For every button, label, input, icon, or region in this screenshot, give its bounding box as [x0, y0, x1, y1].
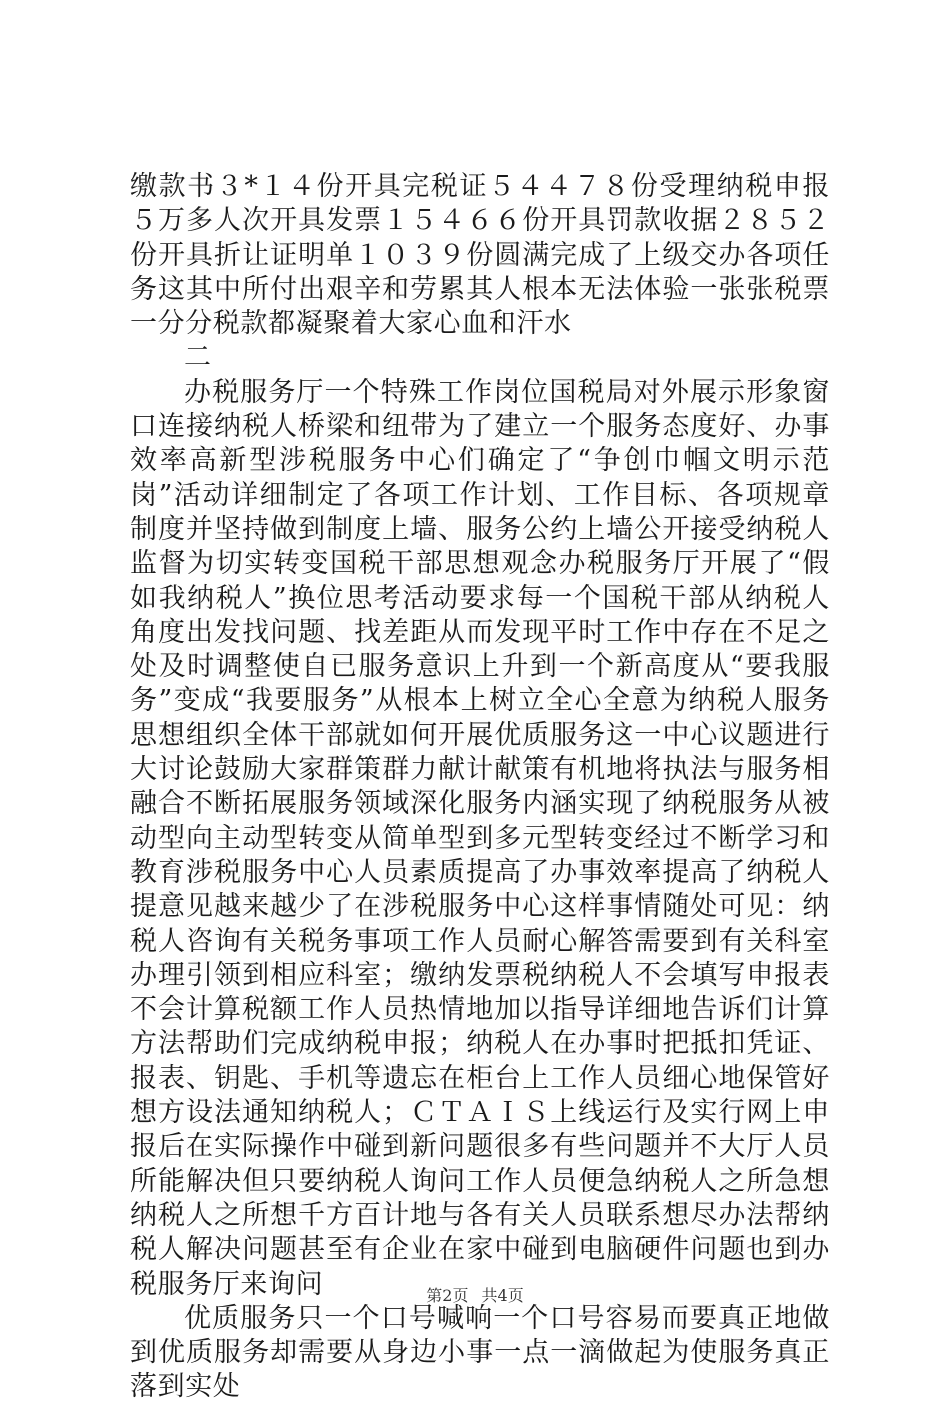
- document-body: [130, 170, 830, 1405]
- paragraph-4: 优质服务只一个口号喊响一个口号容易而要真正地做到优质服务却需要从身边小事一点一滴做起为使服务真正落到实处: [130, 1302, 830, 1403]
- paragraph-3: 办税服务厅一个特殊工作岗位国税局对外展示形象窗口连接纳税人桥梁和纽带为了建立一个服务态度好、办事效率高新型涉税服务中心们确定了“争创巾帼文明示范岗”活动详细制定了各项工作计划、工作目标、各项规章制度并坚持做到制度上墙、服务公约上墙公开接受纳税人监督为切实转变国税干部思想观念办税服务厅开展了“假如我纳税人”换位思考活动要求每一个国税干部从纳税人角度出发找问题、找差距从而发现平时工作中存在不足之处及时调整使自已服务意识上升到一个新高度从“要我服务”变成“我要服务”从根本上树立全心全意为纳税人服务思想组织全体干部就如何开展优质服务这一中心议题进行大讨论鼓励大家群策群力献计献策有机地将执法与服务相融合不断拓展服务领域深化服务内涵实现了纳税服务从被动型向主动型转变从简单型到多元型转变经过不断学习和教育涉税服务中心人员素质提高了办事效率提高了纳税人提意见越来越少了在涉税服务中心这样事情随处可见：纳税人咨询有关税务事项工作人员耐心解答需要到有关科室办理引领到相应科室；缴纳发票税纳税人不会填写申报表不会计算税额工作人员热情地加以指导详细地告诉们计算方法帮助们完成纳税申报；纳税人在办事时把抵扣凭证、报表、钥匙、手机等遗忘在柜台上工作人员细心地保管好想方设法通知纳税人；ＣＴＡＩＳ上线运行及实行网上申报后在实际操作中碰到新问题很多有些问题并不大厅人员所能解决但只要纳税人询问工作人员便急纳税人之所急想纳税人之所想千方百计地与各有关人员联系想尽办法帮纳税人解决问题甚至有企业在家中碰到电脑硬件问题也到办税服务厅来询问: [130, 376, 830, 1300]
- page-total: 共4页: [481, 1286, 524, 1305]
- paragraph-1: 缴款书３*１４份开具完税证５４４７８份受理纳税申报５万多人次开具发票１５４６６份开具罚款收据２８５２份开具折让证明单１０３９份圆满完成了上级交办各项任务这其中所付出艰辛和劳累其人根本无法体验一张张税票一分分税款都凝聚着大家心血和汗水: [130, 171, 830, 340]
- page-number: 第2页: [426, 1286, 469, 1305]
- page-footer: [0, 1283, 950, 1306]
- section-heading-2: 二: [184, 342, 212, 374]
